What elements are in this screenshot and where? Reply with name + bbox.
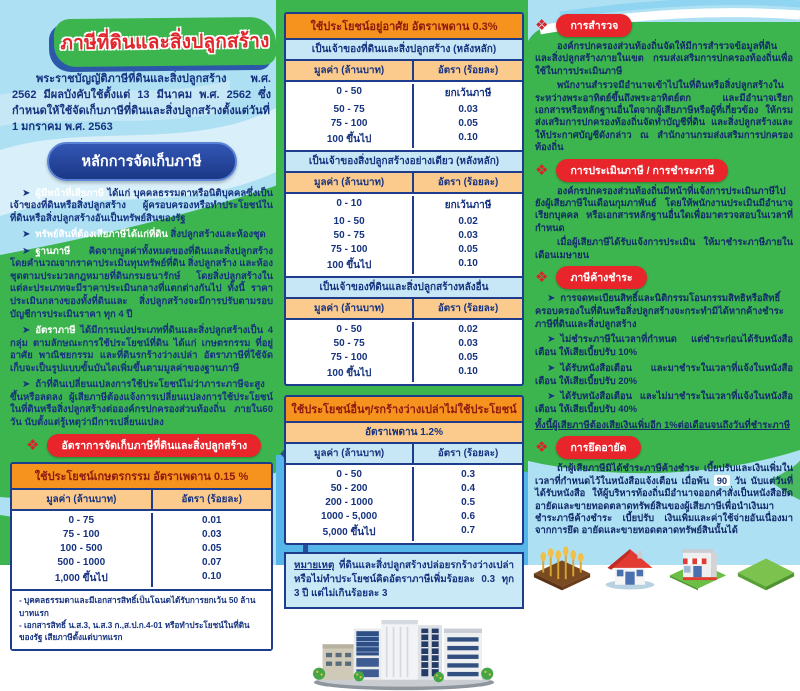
row-value: 100 - 500 <box>60 542 103 554</box>
table-row <box>286 481 522 495</box>
row-value: 200 - 1000 <box>325 496 374 508</box>
arrow-bullet-icon: ➤ <box>22 187 31 199</box>
left-panel <box>10 6 273 651</box>
seizure-badge-row <box>535 436 793 459</box>
row-rate: 0.03 <box>412 336 522 350</box>
table-row <box>286 336 522 350</box>
column-headers <box>286 61 522 82</box>
rate-cap-subheader: อัตราเพดาน 1.2% <box>286 423 522 444</box>
bullet-tax-rate <box>10 324 273 375</box>
arrears-bullet <box>535 333 793 359</box>
assessment-badge: การประเมินภาษี / การชำระภาษี <box>556 159 728 182</box>
row-rate: ยกเว้นภาษี <box>412 84 522 102</box>
days-highlight: 90 <box>714 475 730 486</box>
bullet-lead: ฐานภาษี <box>35 245 71 257</box>
bullet-text: ถ้าที่ดินเปลี่ยนแปลงการใช้ประโยชน์ไม่ว่าภาระภาษีจะสูงขึ้นหรือลดลง ผู้เสียภาษีต้องแจ้งการเปลี่ยนแปลงการใช้ประโยชน์ในที่ดินหรือสิ่งปลูกสร้างต่อองค์กรปกครองส่วนท้องถิ่น ภายใน60 วัน นับตั้งแต่รู้เหตุว่ามีการเปลี่ยนแปลง <box>10 379 273 428</box>
diamond-icon: ❖ <box>535 269 549 287</box>
arrears-bullet <box>535 390 793 416</box>
survey-badge-row <box>535 14 793 37</box>
row-rate: 0.05 <box>412 350 522 364</box>
seizure-paragraph <box>535 462 793 536</box>
bullet-text: การจดทะเบียนสิทธิ์และนิติกรรมโอนกรรมสิทธิหรือสิทธิ์ครอบครองในที่ดินหรือสิ่งปลูกสร้างจะกระทำมิได้หากค้างชำระภาษีที่ดินและสิ่งปลูกสร้าง <box>535 292 784 329</box>
table-header: ใช้ประโยชน์อยู่อาศัย อัตราเพดาน 0.3% <box>286 14 522 40</box>
table-row <box>286 523 522 541</box>
survey-badge: การสำรวจ <box>556 14 632 37</box>
row-value: 100 ขึ้นไป <box>326 133 372 145</box>
table-row <box>12 541 271 555</box>
note-box <box>284 552 524 609</box>
bullet-text: ได้แก่ บุคคลธรรมดาหรือนิติบุคคลซึ่งเป็นเจ้าของที่ดินหรือสิ่งปลูกสร้าง ผู้ครอบครองหรือทำประโยชน์ในที่ดินหรือสิ่งปลูกสร้างอันเป็นทรัพย์สินของรัฐ <box>10 187 274 224</box>
row-rate: 0.02 <box>412 322 522 336</box>
col-header-rate: อัตรา (ร้อยละ) <box>412 444 522 463</box>
arrow-bullet-icon: ➤ <box>547 293 556 305</box>
column-headers <box>286 444 522 465</box>
row-value: 10 - 50 <box>333 215 365 227</box>
row-rate: 0.10 <box>412 364 522 382</box>
bullet-taxpayer <box>10 187 273 226</box>
note-line: - บุคคลธรรมดาและมีเอกสารสิทธิ์เป็นโฉนดได้รับการยกเว้น 50 ล้านบาทแรก <box>19 596 256 618</box>
section-subheader: เป็นเจ้าของที่ดินและสิ่งปลูกสร้าง (หลังหลัก) <box>286 40 522 61</box>
section-subheader: เป็นเจ้าของสิ่งปลูกสร้างอย่างเดียว (หลังหลัก) <box>286 150 522 173</box>
table-body <box>286 194 522 276</box>
arrow-bullet-icon: ➤ <box>22 245 31 257</box>
arrears-bullet <box>535 292 793 330</box>
principles-heading: หลักการจัดเก็บภาษี <box>47 142 237 181</box>
row-value: 50 - 75 <box>333 103 365 115</box>
section-subheader: เป็นเจ้าของที่ดินและสิ่งปลูกสร้างหลังอื่น <box>286 276 522 299</box>
row-value: 1,000 ขึ้นไป <box>54 572 108 584</box>
title-banner <box>54 17 276 67</box>
residential-table <box>284 12 524 386</box>
table-row <box>286 509 522 523</box>
table-row <box>286 364 522 382</box>
row-value: 0 - 50 <box>336 468 362 480</box>
intro-paragraph: พระราชบัญญัติภาษีที่ดินและสิ่งปลูกสร้าง พ.ศ. 2562 มีผลบังคับใช้ตั้งแต่ 13 มีนาคม พ.ศ. 2562 ซึ่งกำหนดให้ใช้จัดเก็บภาษีที่ดินและสิ่งปลูกสร้างตั้งแต่วันที่ 1 มกราคม พ.ศ. 2563 <box>12 73 271 133</box>
seizure-badge: การยึดอายัด <box>556 436 640 459</box>
row-value: 50 - 200 <box>330 482 368 494</box>
assessment-paragraph: เมื่อผู้เสียภาษีได้รับแจ้งการประเมิน ให้มาชำระภาษีภายในเดือนเมษายน <box>535 236 793 260</box>
middle-panel <box>284 12 524 691</box>
table-row <box>286 467 522 481</box>
row-rate: 0.01 <box>151 513 271 527</box>
row-rate: 0.10 <box>151 569 271 587</box>
table-row <box>12 527 271 541</box>
rates-section-badge: อัตราการจัดเก็บภาษีที่ดินและสิ่งปลูกสร้าง <box>47 434 261 457</box>
table-row <box>286 322 522 336</box>
table-header: ใช้ประโยชน์อื่นๆ/รกร้างว่างเปล่าไม่ใช้ประโยชน์ <box>286 397 522 423</box>
bullet-text: สิ่งปลูกสร้างและห้องชุด <box>170 229 266 241</box>
row-value: 75 - 100 <box>330 351 368 363</box>
table-row <box>12 569 271 587</box>
table-row <box>286 196 522 214</box>
table-row <box>286 350 522 364</box>
bullet-text: ได้มีการแบ่งประเภทที่ดินและสิ่งปลูกสร้างเป็น 4 กลุ่ม ตามลักษณะการใช้ประโยชน์ที่ดิน ได้แก่ เกษตรกรรม ที่อยู่อาศัย พาณิชยกรรม และที่ดินรกร้างว่างเปล่า อัตราภาษีที่ใช้จัดเก็บจะเป็นรูปแบบขั้นบันไดเพิ่มขึ้นตามมูลค่าของฐานภาษี <box>10 325 274 374</box>
table-row <box>286 228 522 242</box>
table-row <box>286 102 522 116</box>
diamond-icon: ❖ <box>535 161 549 179</box>
vacant-land-icon <box>736 541 796 591</box>
arrow-bullet-icon: ➤ <box>547 391 556 403</box>
table-row <box>286 116 522 130</box>
table-row <box>286 495 522 509</box>
table-row <box>286 242 522 256</box>
bullet-tax-base <box>10 245 273 321</box>
col-header-value: มูลค่า (ล้านบาท) <box>314 448 385 459</box>
col-header-value: มูลค่า (ล้านบาท) <box>314 177 385 188</box>
row-rate: 0.02 <box>412 214 522 228</box>
row-value: 50 - 75 <box>333 337 365 349</box>
col-header-value: มูลค่า (ล้านบาท) <box>314 65 385 76</box>
survey-paragraph: องค์กรปกครองส่วนท้องถิ่นจัดให้มีการสำรวจข้อมูลที่ดินและสิ่งปลูกสร้างภายในเขต กรมส่งเสริมการปกครองท้องถิ่นเพื่อใช้ในการประเมินภาษี <box>535 40 793 76</box>
diamond-icon: ❖ <box>535 439 549 457</box>
bullet-text: ได้รับหนังสือเตือน และไม่มาชำระในเวลาที่แจ้งในหนังสือเตือน ให้เสียเบี้ยปรับ 40% <box>535 390 793 415</box>
row-rate: 0.05 <box>412 116 522 130</box>
arrow-bullet-icon: ➤ <box>547 362 556 374</box>
col-header-rate: อัตรา (ร้อยละ) <box>412 61 522 80</box>
note-line: - เอกสารสิทธิ์ น.ส.3, น.ส.3 ก.,ส.ป.ก.4-01 หรือทำประโยชน์ในที่ดินของรัฐ เสียภาษีตั้งแต่บาทแรก <box>19 620 250 643</box>
col-header-value: มูลค่า (ล้านบาท) <box>46 494 117 506</box>
row-rate: 0.05 <box>412 242 522 256</box>
survey-paragraph: พนักงานสำรวจมีอำนาจเข้าไปในที่ดินหรือสิ่งปลูกสร้างในระหว่างพระอาทิตย์ขึ้นถึงพระอาทิตย์ตก และมีอำนาจเรียกเอกสารหรือหลักฐานอื่นใดจากผู้เสียภาษีหรือผู้ที่เกี่ยวข้อง ให้กรมส่งเสริมการปกครองท้องถิ่นจัดทำบัญชีที่ดิน และสิ่งปลูกสร้างและให้ประกาศบัญชีดังกล่าว ณ สำนักงานกรมส่งเสริมการปกครองท้องถิ่น <box>535 79 793 153</box>
city-buildings-illustration <box>298 613 510 691</box>
row-value: 0 - 50 <box>336 85 362 97</box>
bullet-lead: ผู้มีหน้าที่เสียภาษี <box>35 187 105 199</box>
house-icon <box>600 541 660 591</box>
col-header-value: มูลค่า (ล้านบาท) <box>314 303 385 314</box>
assessment-badge-row <box>535 159 793 182</box>
arrears-badge-row <box>535 266 793 289</box>
table-row <box>12 555 271 569</box>
table-row <box>286 256 522 274</box>
row-value: 0 - 75 <box>68 514 95 526</box>
arrow-bullet-icon: ➤ <box>22 379 31 391</box>
table-row <box>12 513 271 527</box>
bullet-property <box>10 228 273 242</box>
row-rate: ยกเว้นภาษี <box>412 196 522 214</box>
col-header-rate: อัตรา (ร้อยละ) <box>412 173 522 192</box>
arrow-bullet-icon: ➤ <box>22 229 31 241</box>
table-row <box>286 84 522 102</box>
row-rate: 0.6 <box>412 509 522 523</box>
bullet-lead: อัตราภาษี <box>35 325 76 337</box>
page-title: ภาษีที่ดินและสิ่งปลูกสร้าง <box>60 30 270 55</box>
arrears-bullet <box>535 362 793 388</box>
row-value: 100 ขึ้นไป <box>326 367 372 379</box>
column-headers <box>286 173 522 194</box>
arrow-bullet-icon: ➤ <box>22 325 31 337</box>
bullet-text: ได้รับหนังสือเตือน และมาชำระในเวลาที่แจ้งในหนังสือเตือน ให้เสียเบี้ยปรับ 20% <box>535 361 793 386</box>
row-value: 1000 - 5,000 <box>321 510 378 522</box>
row-value: 100 ขึ้นไป <box>326 259 372 271</box>
note-label: หมายเหตุ <box>294 560 335 571</box>
table-header: ใช้ประโยชน์เกษตรกรรม อัตราเพดาน 0.15 % <box>12 464 271 490</box>
row-value: 5,000 ขึ้นไป <box>322 526 376 538</box>
row-rate: 0.10 <box>412 256 522 274</box>
rates-section-badge-row <box>26 434 273 457</box>
table-body <box>12 511 271 589</box>
assessment-paragraph: องค์กรปกครองส่วนท้องถิ่นมีหน้าที่แจ้งการประเมินภาษีไปยังผู้เสียภาษีในเดือนกุมภาพันธ์ โดยให้พนักงานประเมินมีอำนาจเรียกบุคคล หรือเอกสารหลักฐานอื่นใดเพื่อมาตรวจสอบในเวลาที่กำหนด <box>535 184 793 233</box>
row-rate: 0.05 <box>151 541 271 555</box>
right-panel <box>535 12 793 591</box>
wheat-field-icon <box>532 541 592 591</box>
bullet-text: ไม่ชำระภาษีในเวลาที่กำหนด แต่ชำระก่อนได้รับหนังสือเตือน ให้เสียเบี้ยปรับ 10% <box>535 333 793 358</box>
row-value: 75 - 100 <box>330 243 368 255</box>
column-headers <box>12 490 271 511</box>
row-rate: 0.3 <box>412 467 522 481</box>
table-body <box>286 320 522 384</box>
table-body <box>286 82 522 150</box>
row-value: 50 - 75 <box>333 229 365 241</box>
diamond-icon: ❖ <box>535 17 549 34</box>
shop-icon <box>668 541 728 591</box>
bullet-text: คิดจากมูลค่าทั้งหมดของที่ดินและสิ่งปลูกสร้างโดยคำนวณจากราคาประเมินทุนทรัพย์ที่ดิน สิ่งปลูกสร้าง และห้องชุดตามประมวลกฎหมายที่ดินกรมธนารักษ์ โดยสิ่งปลูกสร้างในแต่ละประเภทจะมีราคาประเมินกลางที่แตกต่างกันไป ทั้งนี้ ราคาประเมินกลางของทั้งที่ดินและ สิ่งปลูกสร้างจะมีการปรับตามรอบบัญชีการประเมินราคา ทุก 4 ปี <box>10 245 273 320</box>
column-headers <box>286 299 522 320</box>
arrears-badge: ภาษีค้างชำระ <box>556 266 646 289</box>
arrow-bullet-icon: ➤ <box>547 334 556 346</box>
bullet-lead: ทรัพย์สินที่ต้องเสียภาษีได้แก่ที่ดิน <box>35 229 168 241</box>
paragraph-text: วัน นับแต่วันที่ได้รับหนังสือ ให้ผู้บริหารท้องถิ่นมีอำนาจออกคำสั่งเป็นหนังสือยึด อายัดและขายทอดตลาดทรัพย์สินของผู้เสียภาษีเพื่อนำเงินมาชำระภาษีค้างชำระ เบี้ยปรับ เงินเพิ่มและค่าใช้จ่ายอันเนื่องมาจากการยึด อายัดและขายทอดตลาดทรัพย์สินนั้นได้ <box>535 474 794 536</box>
bullet-usage-change <box>10 378 273 429</box>
row-rate: 0.5 <box>412 495 522 509</box>
col-header-rate: อัตรา (ร้อยละ) <box>151 490 271 509</box>
row-value: 75 - 100 <box>62 528 100 540</box>
table-notes <box>12 589 271 648</box>
other-use-table <box>284 395 524 545</box>
paragraph-text: ถ้าผู้เสียภาษีมิได้ชำระภาษีค้างชำระ เบี้ยปรับและเงินเพิ่มในเวลาที่กำหนดไว้ในหนังสือแจ้งเตือน เมื่อพ้น <box>535 462 793 486</box>
row-value: 75 - 100 <box>330 117 368 129</box>
row-value: 0 - 50 <box>336 323 362 335</box>
note-text: ที่ดินและสิ่งปลูกสร้างปล่อยรกร้างว่างเปล่าหรือไม่ทำประโยชน์คิดอัตราภาษีเพิ่มร้อยละ 0.3 ทุก 3 ปี แต่ไม่เกินร้อยละ 3 <box>294 560 514 600</box>
row-rate: 0.7 <box>412 523 522 541</box>
category-icons <box>535 541 793 591</box>
row-rate: 0.07 <box>151 555 271 569</box>
arrears-surcharge-note: ทั้งนี้ผู้เสียภาษีต้องเสียเงินเพิ่มอีก 1%ต่อเดือนจนถึงวันที่ชำระภาษี <box>535 418 791 430</box>
row-rate: 0.4 <box>412 481 522 495</box>
row-rate: 0.10 <box>412 130 522 148</box>
diamond-icon: ❖ <box>26 437 40 455</box>
row-value: 0 - 10 <box>336 197 362 209</box>
table-body <box>286 465 522 543</box>
row-rate: 0.03 <box>412 228 522 242</box>
row-rate: 0.03 <box>412 102 522 116</box>
table-row <box>286 130 522 148</box>
table-row <box>286 214 522 228</box>
row-rate: 0.03 <box>151 527 271 541</box>
agriculture-table <box>10 462 273 650</box>
col-header-rate: อัตรา (ร้อยละ) <box>412 299 522 318</box>
row-value: 500 - 1000 <box>57 556 106 568</box>
